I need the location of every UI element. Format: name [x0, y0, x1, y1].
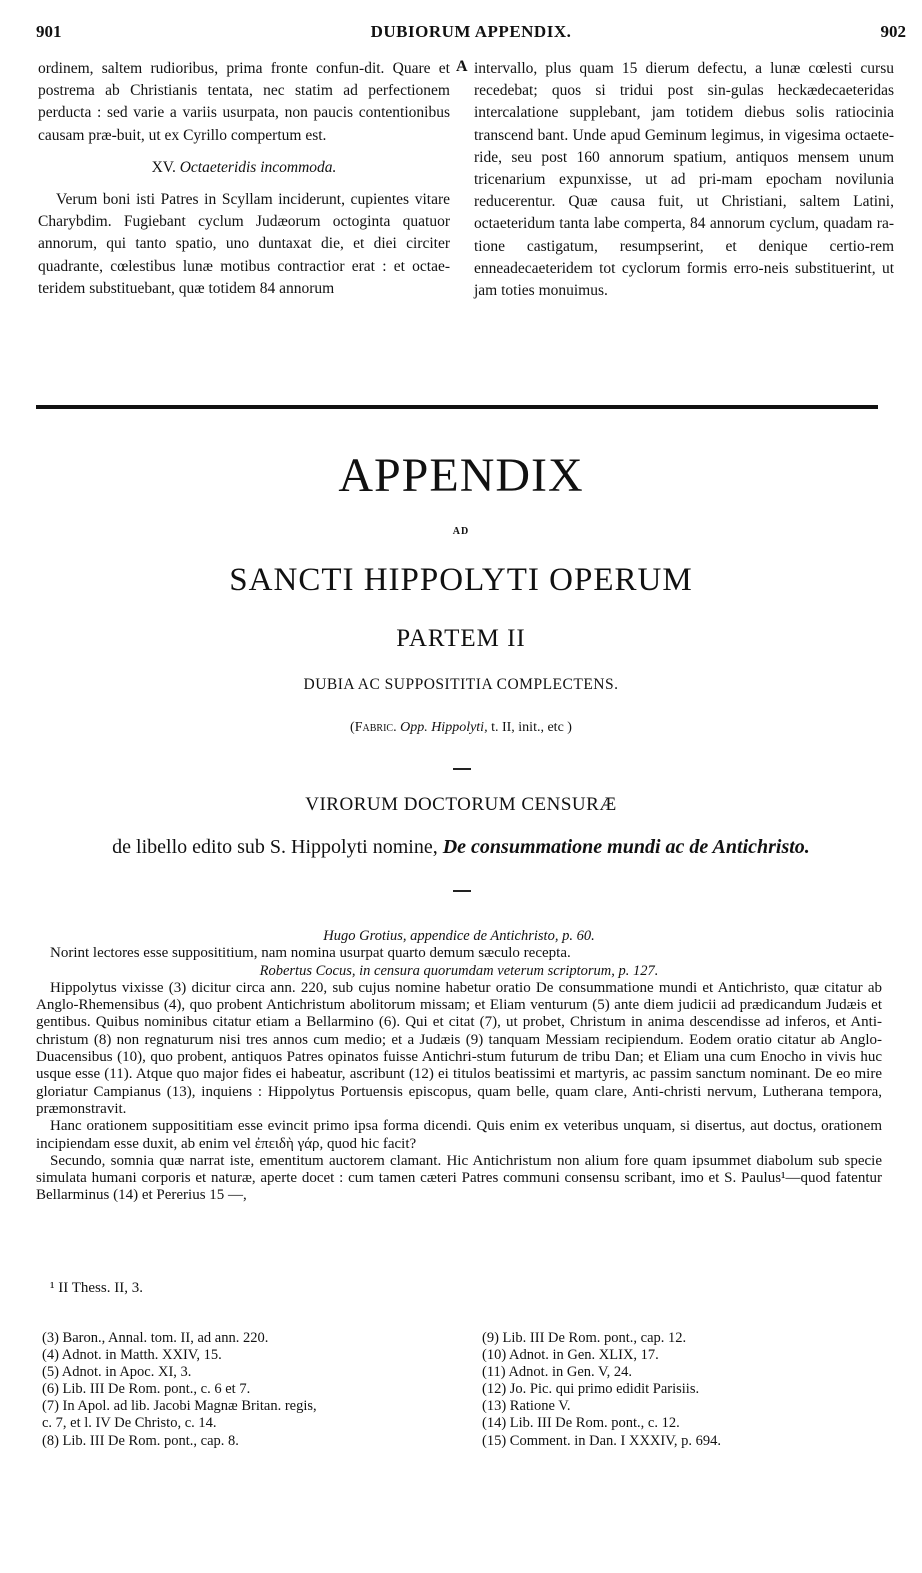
divider-dash: [453, 768, 471, 770]
footnote: (13) Ratione V.: [482, 1398, 571, 1415]
footnote: (4) Adnot. in Matth. XXIV, 15.: [42, 1347, 222, 1364]
fabric-open: (: [350, 720, 355, 735]
section-title: Octaeteridis incommoda.: [179, 158, 337, 176]
section-heading: [38, 157, 450, 179]
body-paragraph-1: Norint lectores esse supposititium, nam nomina usurpat quarto demum sæculo recepta.: [50, 945, 571, 962]
section-number: XV.: [151, 158, 176, 176]
ad-label: AD: [452, 526, 470, 537]
footnote: (8) Lib. III De Rom. pont., cap. 8.: [42, 1432, 239, 1449]
footnotes-right: [482, 1330, 902, 1450]
right-column: [474, 58, 894, 302]
body-paragraph-2: Hippolytus vixisse (3) dicitur circa ann. 220, sub cujus nomine habetur oratio De consummatione mundi et Antichristo, quæ citatur ab Anglo-Rhemensibus (4), quo probent Antichristum abolitorum missam; et Eliam venturum (5) ante diem judicii ad prædicandum Judæis et gentibus. Quibus nominibus citatur etiam a Bellarmino (6). Qui et citat (7), ut probet, Christum in anima descendisse ad inferos, et Anti-christum (8) non regnaturum nisi tres annos cum medio; et a Judæis (9) tanquam Messiam recipiendum. Eodem oratio citatur ab Anglo-Duacensibus (10), quo probent, antiquos Patres opinatos fuisse Antichri-stum futurum de tribu Dan; et Eliam una cum Enocho in vivis huc usque esse (11). Atque quo major fides ei habeatur, ascribunt (12) ei titulos beatissimi et martyris, ac passim sanctum nominant. De eo mire gloriatur Campianus (13), inquiens : Hippolytus Portuensis episcopus, quam belle, quam clare, Anti-christi nervum, Lutherana tempora, præmonstravit.: [36, 979, 882, 1117]
body-paragraph-4: Secundo, somnia quæ narrat iste, ementitum auctorem clamant. Hic Antichristum non alium fore quam ipsummet diabolum sub specie simulata humani corporis et naturæ, aperte docet : cum tamen cæteri Patres communi consensu scribant, imo et S. Paulus¹—quod fatentur Bellarminus (14) et Pererius 15 —,: [36, 1152, 882, 1204]
fabric-reference: [0, 720, 922, 736]
libello-title: De consummatione mundi ac de Antichristo.: [442, 836, 810, 858]
footnote: (15) Comment. in Dan. I XXXIV, p. 694.: [482, 1432, 721, 1449]
body-text: [36, 928, 882, 1205]
censurae-heading: VIRORUM DOCTORUM CENSURÆ: [305, 794, 617, 815]
fabric-opp: Opp. Hippolyti,: [400, 720, 488, 735]
footnote: c. 7, et l. IV De Christo, c. 14.: [42, 1415, 217, 1432]
footnote: (9) Lib. III De Rom. pont., cap. 12.: [482, 1330, 687, 1346]
right-page-number: 902: [880, 22, 906, 41]
footnote: (14) Lib. III De Rom. pont., c. 12.: [482, 1415, 680, 1432]
right-paragraph-1: intervallo, plus quam 15 dierum defectu, a lunæ cœlesti cursu recedebat; quos si tridui post sin-gulas heckædecaeteridas intercalatione supplebant, jam totidem diebus solis ratiocinia transcend bant. Unde apud Geminum legimus, in vigesima octaete-ride, seu post 160 annorum spatium, antiquos mensem unum tricenarium expunxisse, ut ad pri-mam epocham novilunia reducerentur. Quæ causa fuit, ut Christiani, saltem Latini, octaeteridum tanta labe comperta, 84 annorum cyclum, quadam ra-tione castigatum, resumpserint, et denique certio-rem enneadecaeteridem tot cyclorum formis erro-neis substituerint, ut jam toties monuimus.: [474, 60, 894, 300]
footnote-thess: ¹ II Thess. II, 3.: [50, 1280, 143, 1296]
divider-dash: [453, 890, 471, 892]
footnote: (3) Baron., Annal. tom. II, ad ann. 220.: [42, 1330, 269, 1346]
fabric-name: Fabric.: [354, 720, 397, 735]
left-paragraph-2: Verum boni isti Patres in Scyllam inciderunt, cupientes vitare Charybdim. Fugiebant cyclum Judæorum octoginta quatuor annorum, qui tanto spatio, uno duntaxat die, et diei circiter quadrante, cœlestibus lunæ motibus contractior erat : et octae-teridem substituebant, quæ totidem 84 annorum: [38, 191, 450, 297]
partem-title: PARTEM II: [396, 625, 526, 652]
dubia-subtitle: DUBIA AC SUPPOSITITIA COMPLECTENS.: [303, 676, 619, 693]
footnote: (10) Adnot. in Gen. XLIX, 17.: [482, 1347, 659, 1364]
sancti-title: SANCTI HIPPOLYTI OPERUM: [229, 562, 693, 598]
appendix-title: APPENDIX: [338, 449, 584, 502]
left-column: [38, 58, 450, 300]
libello-subheading: [0, 836, 922, 859]
running-title: DUBIORUM APPENDIX.: [370, 22, 572, 41]
section-rule: [36, 405, 878, 409]
left-paragraph-1: ordinem, saltem rudioribus, prima fronte confun-dit. Quare et postrema ab Christianis tentata, nec statim ad perfectionem perducta : sed varie a variis usurpata, non paucis contentionibus causam præ-buit, ut ex Cyrillo compertum est.: [38, 60, 450, 144]
footnotes-left: [42, 1330, 462, 1450]
libello-pre: de libello edito sub S. Hippolyti nomine,: [112, 836, 438, 858]
page-header: [36, 22, 906, 44]
margin-letter: A: [456, 58, 468, 75]
left-page-number: 901: [36, 22, 62, 41]
citation-grotius: Hugo Grotius, appendice de Antichristo, p. 60.: [323, 928, 595, 944]
footnote: (12) Jo. Pic. qui primo edidit Parisiis.: [482, 1381, 700, 1398]
footnote: (11) Adnot. in Gen. V, 24.: [482, 1364, 632, 1381]
fabric-post: t. II, init., etc ): [491, 720, 572, 735]
footnote: (6) Lib. III De Rom. pont., c. 6 et 7.: [42, 1381, 251, 1398]
footnote: (7) In Apol. ad lib. Jacobi Magnæ Britan. regis,: [42, 1398, 317, 1415]
body-paragraph-3: Hanc orationem supposititiam esse evincit primo ipsa forma dicendi. Quis enim ex veteribus unquam, si disertus, aut doctus, orationem incipiendam esse duxit, ab enim vel ἐπειδὴ γάρ, quod hic facit?: [36, 1118, 882, 1152]
footnote: (5) Adnot. in Apoc. XI, 3.: [42, 1364, 192, 1381]
citation-cocus: Robertus Cocus, in censura quorumdam veterum scriptorum, p. 127.: [259, 962, 659, 979]
